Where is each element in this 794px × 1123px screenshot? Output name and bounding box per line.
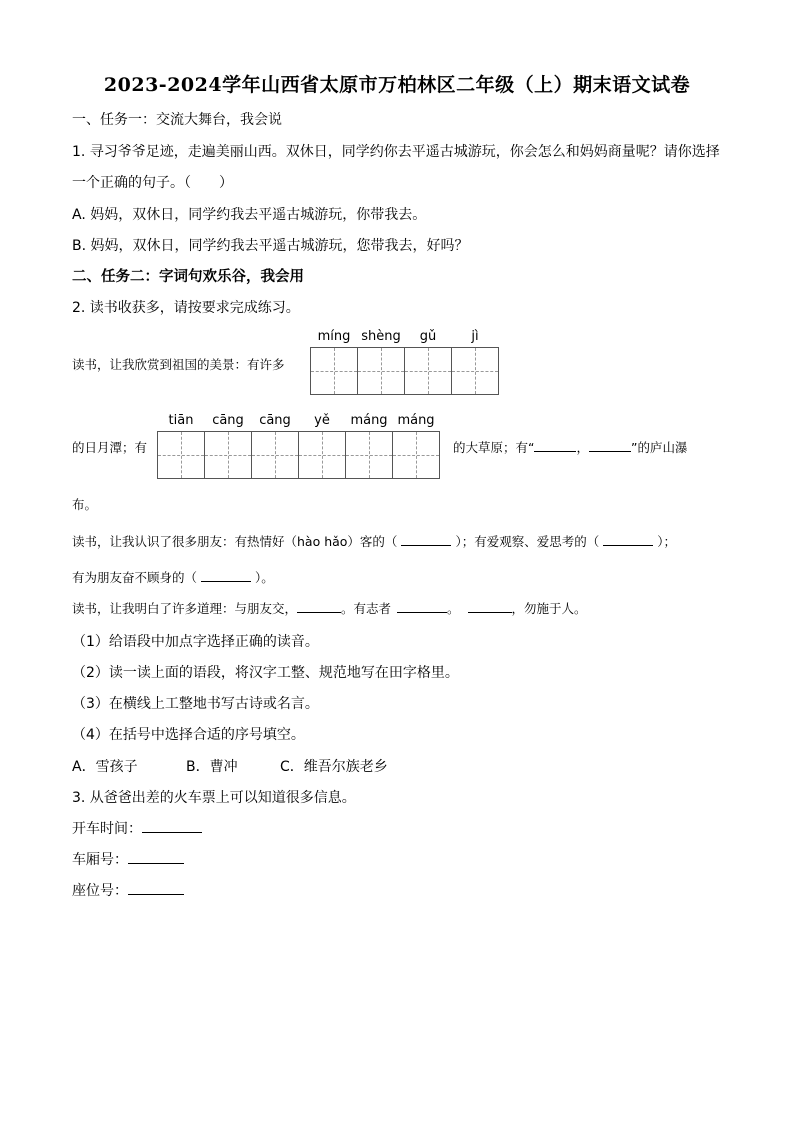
answer-blank[interactable] [297,599,341,613]
answer-blank[interactable] [603,532,653,546]
q3-field-seat-label: 座位号： [72,883,128,899]
q2-line6-b: 。有志者 [341,601,392,616]
q2-line6-d: ，勿施于人。 [511,601,587,616]
q2-option-c[interactable]: C．维吾尔族老乡 [280,759,388,775]
pinyin-label: gǔ [419,329,437,344]
q2-line6-a: 读书，让我明白了许多道理：与朋友交， [72,601,298,616]
answer-blank[interactable] [128,881,184,895]
q3-field-carriage [72,849,184,869]
q2-row3: 布。 [72,497,98,512]
q2-intro: 2. 读书收获多，请按要求完成练习。 [72,300,300,316]
answer-blank[interactable] [397,599,447,613]
tianzige-cell[interactable] [357,347,405,395]
q2-line6-c: 。 [447,601,460,616]
q1-stem-line2: 一个正确的句子。（ ） [72,175,233,191]
q2-option-a[interactable]: A．雪孩子 [72,759,138,775]
tianzige-cell[interactable] [204,431,252,479]
answer-blank[interactable] [401,532,451,546]
q2-line4-b: ）；有爱观察、爱思考的（ [455,534,600,549]
answer-blank[interactable] [201,568,251,582]
pinyin-label: cāng [212,413,244,428]
tianzige-cell[interactable] [404,347,452,395]
q2-line4 [72,532,676,550]
q3-field-seat [72,880,184,900]
q1-option-b[interactable]: B. 妈妈，双休日，同学约我去平遥古城游玩，您带我去，好吗？ [72,238,469,254]
q2-line4-c: ）； [657,534,676,549]
tianzige-cell[interactable] [392,431,440,479]
q3-field-departure-label: 开车时间： [72,821,142,837]
tianzige-cell[interactable] [310,347,358,395]
page-title: 2023-2024学年山西省太原市万柏林区二年级（上）期末语文试卷 [103,74,691,96]
q2-sub2: （2）读一读上面的语段，将汉字工整、规范地写在田字格里。 [72,665,459,681]
q1-stem-line1: 1. 寻习爷爷足迹，走遍美丽山西。双休日，同学约你去平遥古城游玩，你会怎么和妈妈商量呢？请你选择 [72,144,720,160]
q2-line6 [72,599,587,617]
pinyin-label: máng [397,413,435,428]
q2-row2-suffix-b: ， [576,440,589,455]
pinyin-label: shèng [361,329,401,344]
pinyin-label: yě [314,413,330,428]
tianzige-row2[interactable] [157,431,440,479]
tianzige-cell[interactable] [157,431,205,479]
pinyin-label: cāng [259,413,291,428]
q2-line5 [72,568,274,586]
section-1-heading: 一、任务一：交流大舞台，我会说 [72,112,282,128]
q2-sub3: （3）在横线上工整地书写古诗或名言。 [72,696,319,712]
tianzige-row1[interactable] [310,347,499,395]
pinyin-label: jì [471,329,479,344]
answer-blank[interactable] [468,599,512,613]
q2-row2-prefix: 的日月潭；有 [72,440,148,455]
q2-line4-a: 读书，让我认识了很多朋友：有热情好（hào hǎo）客的（ [72,534,398,549]
pinyin-label: míng [317,329,351,344]
tianzige-cell[interactable] [451,347,499,395]
tianzige-cell[interactable] [345,431,393,479]
q2-row1-prefix: 读书，让我欣赏到祖国的美景：有许多 [72,357,285,372]
section-2-heading: 二、任务二：字词句欢乐谷，我会用 [72,269,304,285]
q2-sub1: （1）给语段中加点字选择正确的读音。 [72,634,319,650]
answer-blank[interactable] [534,438,576,452]
q1-option-a[interactable]: A. 妈妈，双休日，同学约我去平遥古城游玩，你带我去。 [72,207,427,223]
answer-blank[interactable] [128,850,184,864]
answer-blank[interactable] [142,819,202,833]
q2-row2-suffix-c: ”的庐山瀑 [631,440,688,455]
q3-field-carriage-label: 车厢号： [72,852,128,868]
q2-line5-a: 有为朋友奋不顾身的（ [72,570,198,585]
q2-line5-b: ）。 [255,570,274,585]
q2-sub4: （4）在括号中选择合适的序号填空。 [72,727,305,743]
q3-field-departure [72,818,202,838]
tianzige-cell[interactable] [251,431,299,479]
tianzige-cell[interactable] [298,431,346,479]
pinyin-label: tiān [168,413,194,428]
q3-intro: 3. 从爸爸出差的火车票上可以知道很多信息。 [72,790,356,806]
answer-blank[interactable] [589,438,631,452]
q2-row2-suffix-a: 的大草原；有“ [453,440,535,455]
q2-option-b[interactable]: B．曹冲 [186,759,238,775]
pinyin-label: máng [350,413,388,428]
q2-row2-suffix [453,438,687,456]
